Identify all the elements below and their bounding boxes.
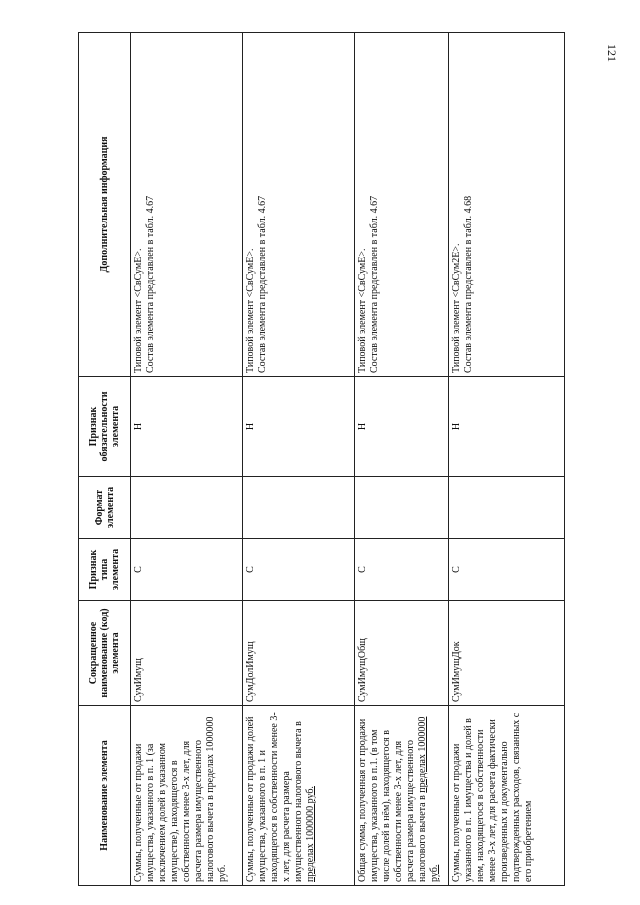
table-row [449,33,565,886]
info-line: Типовой элемент <СвСумЕ>. [245,248,256,373]
header-type: Признак типа элемента [79,539,131,601]
info-line: Состав элемента представлен в табл. 4.67 [369,195,380,373]
cell-format [243,477,355,539]
cell-type: С [355,539,449,601]
element-table [78,32,565,886]
table-row [355,33,449,886]
cell-required: Н [449,377,565,477]
header-code: Сокращенное наименование (код) элемента [79,601,131,706]
header-format: Формат элемента [79,477,131,539]
cell-type: С [449,539,565,601]
info-line: Состав элемента представлен в табл. 4.67 [257,195,268,373]
table-row [243,33,355,886]
header-info: Дополнительная информация [79,33,131,377]
cell-type: С [243,539,355,601]
info-line: Типовой элемент <СвСумЕ>. [357,248,368,373]
table-row [131,33,243,886]
rotated-sheet [78,33,564,886]
cell-info [131,33,243,377]
cell-format [131,477,243,539]
cell-type: С [131,539,243,601]
cell-code: СумИмущДок [449,601,565,706]
info-line: Типовой элемент <СвСумЕ>. [133,248,144,373]
header-name: Наименование элемента [79,706,131,886]
cell-code: СумИмущ [131,601,243,706]
name-underlined-text: пределах 1000000 руб. [305,786,316,882]
cell-info [355,33,449,377]
cell-name: Суммы, полученные от продажи имущества, указанного в п. 1 (за исключением долей в указанном имуществе), находящегося в собственности менее 3-х лет, для расчета размера имущественного налогового вычета в пределах 1000000 руб. [131,706,243,886]
name-text: Общая сумма, полученная от продажи имущества, указанного в п.1. (в том числе долей в нём), находящегося в собственности менее 3-х лет, для расчета размера имущественного налогового вычета в [357,718,428,882]
cell-name [243,706,355,886]
cell-required: Н [131,377,243,477]
cell-code: СумДолИмущ [243,601,355,706]
info-line: Типовой элемент <СвСум2Е>. [451,243,462,373]
name-underlined-text: пределах 1000000 руб. [417,716,440,882]
header-required: Признак обязательности элемента [79,377,131,477]
info-line: Состав элемента представлен в табл. 4.68 [463,195,474,373]
cell-required: Н [243,377,355,477]
cell-format [449,477,565,539]
name-text: Суммы, полученные от продажи долей имущества, указанного в п. 1 и находящегося в собственности менее 3-х лет, для расчета размера имущественного налогового вычета в [245,712,304,882]
cell-required: Н [355,377,449,477]
cell-format [355,477,449,539]
table-container [78,33,564,886]
page-number: 121 [605,44,620,62]
cell-code: СумИмущОбщ [355,601,449,706]
info-line: Состав элемента представлен в табл. 4.67 [145,195,156,373]
cell-info [243,33,355,377]
cell-info [449,33,565,377]
cell-name: Суммы, полученные от продажи указанного в п. 1 имущества и долей в нем, находящегося в собственности менее 3-х лет, для расчета фактически произведенных и документально подтвержденных расходов, связанных с его приобретением [449,706,565,886]
cell-name [355,706,449,886]
table-header-row [79,33,131,886]
